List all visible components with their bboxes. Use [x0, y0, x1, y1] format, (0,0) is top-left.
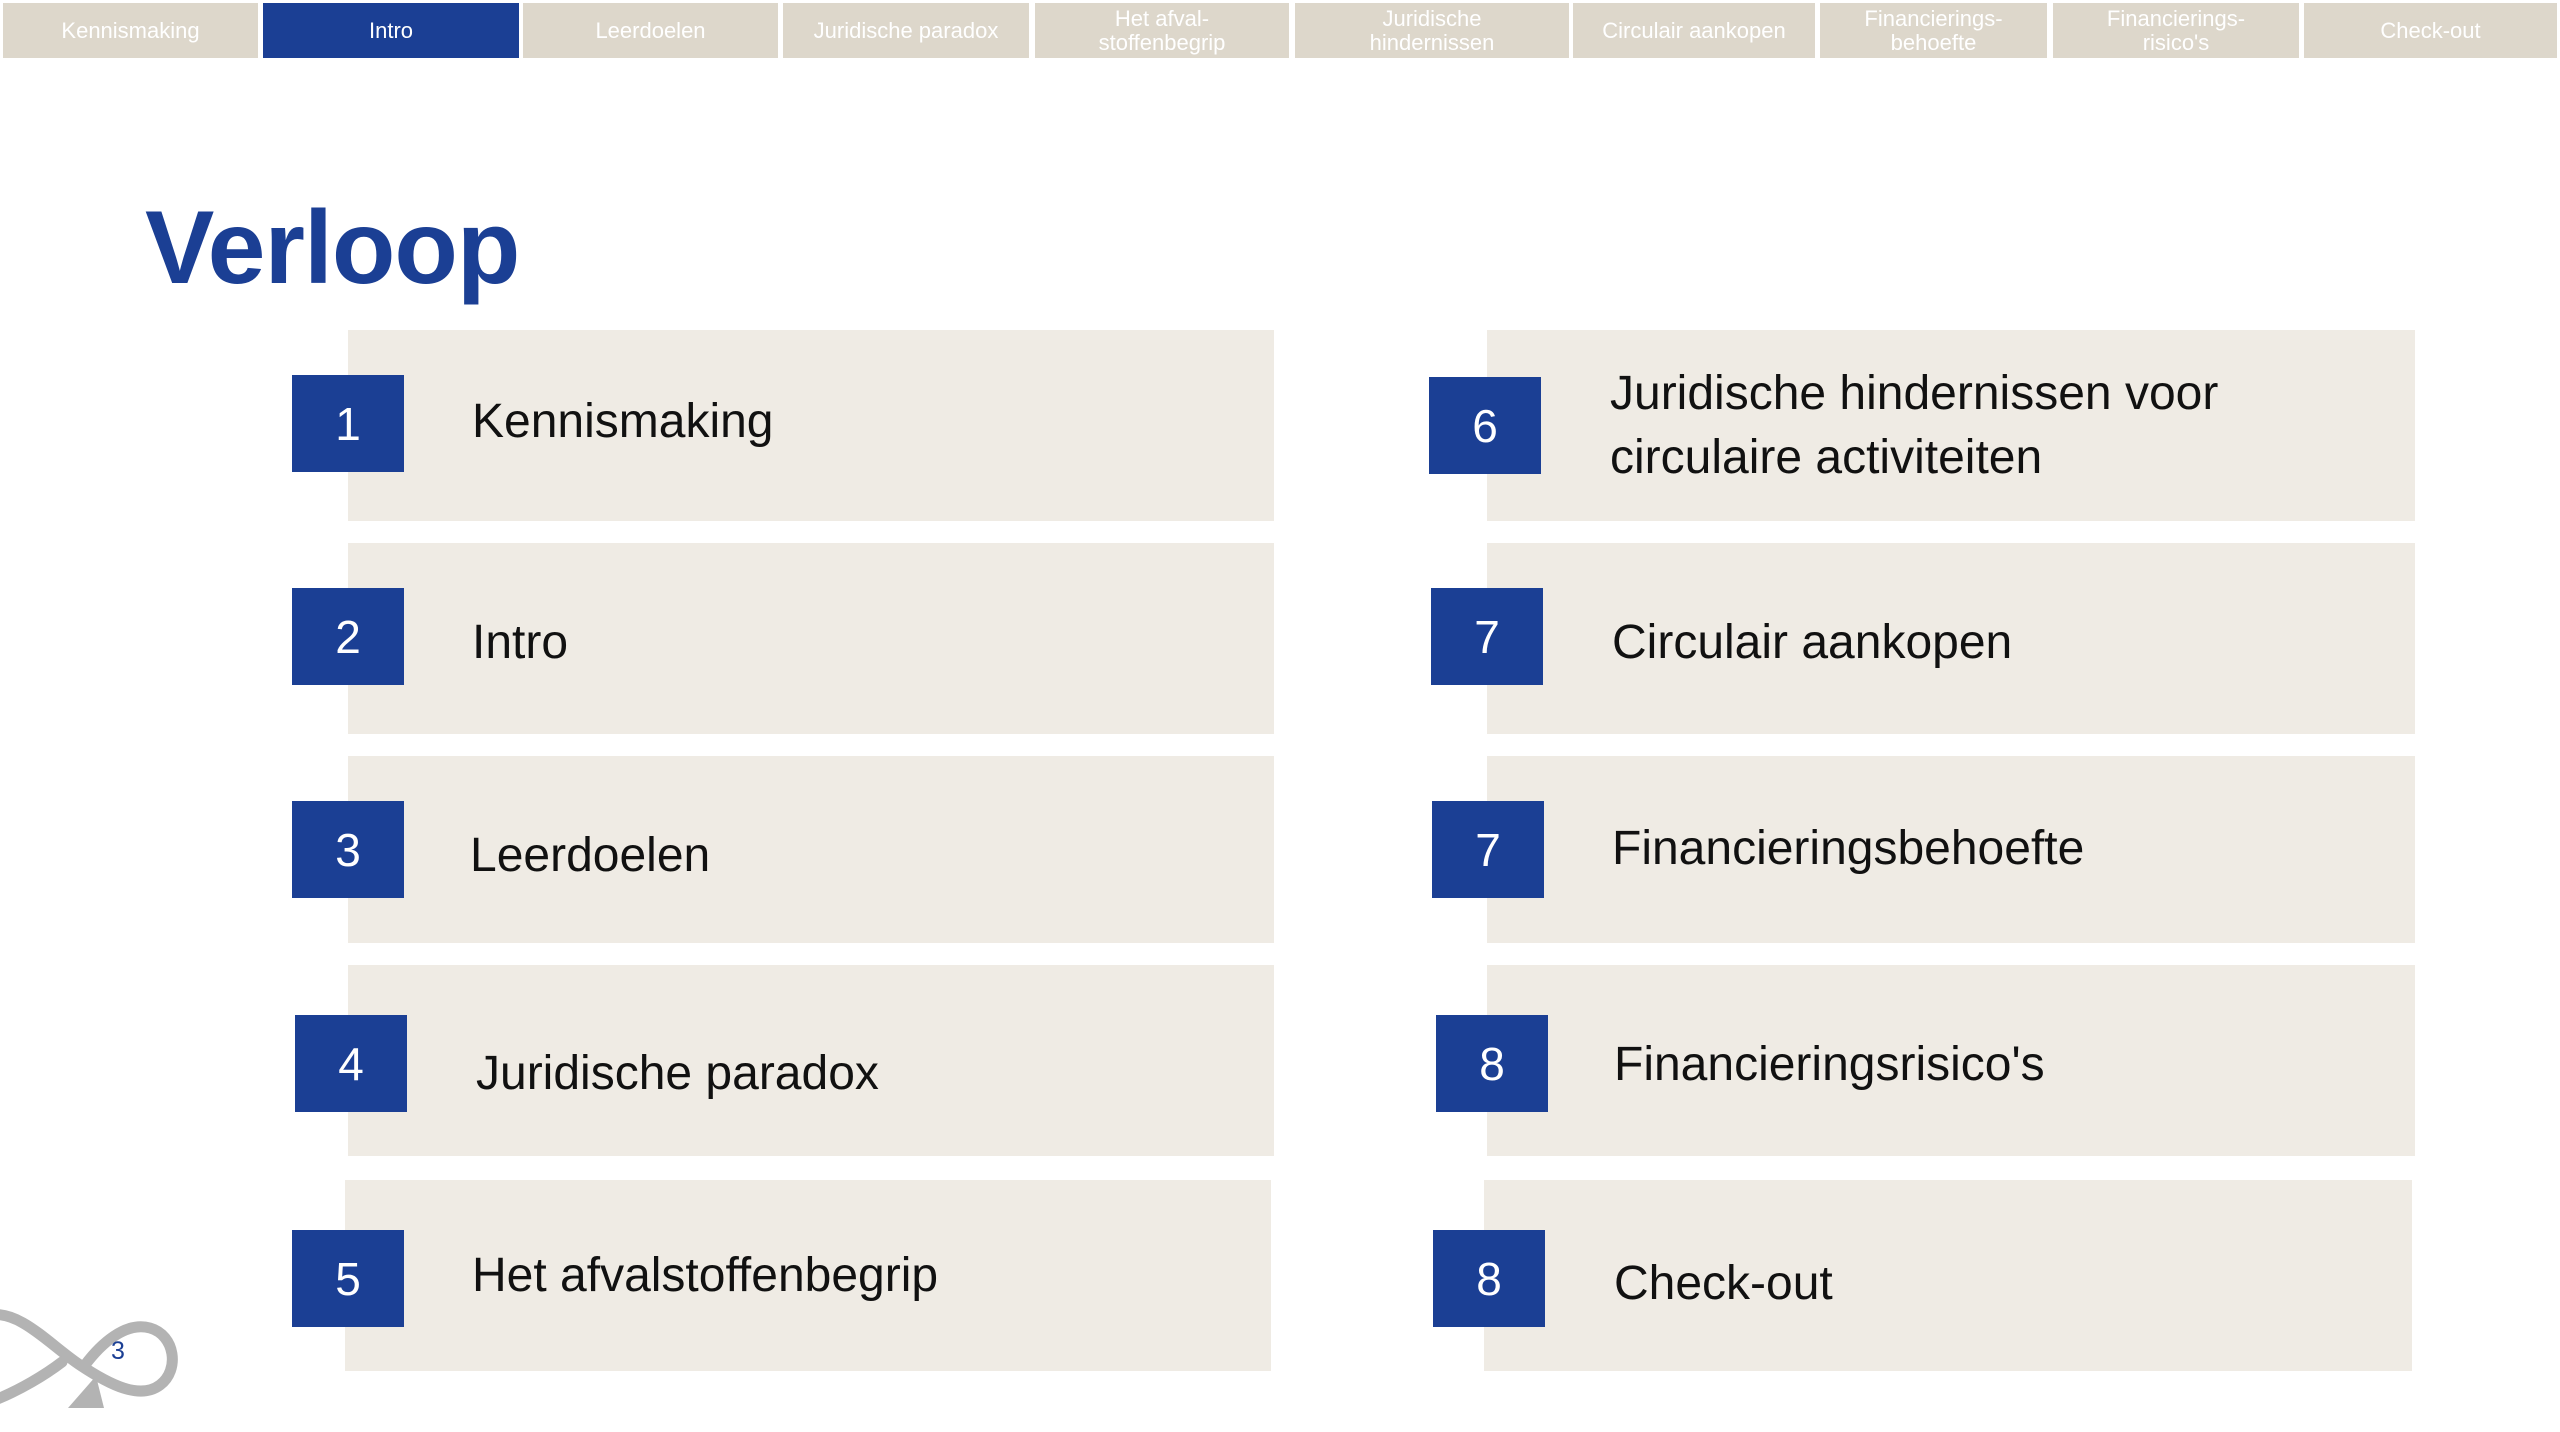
- tab-label: Check-out: [2380, 17, 2481, 43]
- page-title: Verloop: [145, 190, 520, 306]
- agenda-number-badge: 2: [292, 588, 404, 685]
- agenda-item-label: Financieringsbehoefte: [1612, 822, 2085, 875]
- tab-circulair-aankopen[interactable]: [1573, 3, 1815, 58]
- agenda-number-badge: 7: [1432, 801, 1544, 898]
- agenda-item-label: [1610, 362, 2218, 490]
- tab-financieringsrisicos[interactable]: [2053, 3, 2299, 58]
- page-number: 3: [111, 1337, 125, 1365]
- agenda-item-label: Het afvalstoffenbegrip: [472, 1249, 939, 1302]
- tab-label-line1: Financierings-: [1864, 5, 2003, 31]
- agenda-number-badge: 4: [295, 1015, 407, 1112]
- agenda-number-badge: 5: [292, 1230, 404, 1327]
- agenda-number-badge: 3: [292, 801, 404, 898]
- agenda-item-label-line1: Juridische hindernissen voor: [1610, 367, 2219, 420]
- agenda-number-badge: 6: [1429, 377, 1541, 474]
- agenda-number-badge: 8: [1433, 1230, 1545, 1327]
- agenda-number-badge: 8: [1436, 1015, 1548, 1112]
- tab-label-line2: hindernissen: [1369, 29, 1495, 55]
- tab-label-line2: risico's: [2142, 29, 2210, 55]
- tab-label: Intro: [368, 17, 414, 43]
- agenda-item-label: Juridische paradox: [476, 1047, 879, 1100]
- agenda-item-label: Circulair aankopen: [1612, 616, 2013, 669]
- tab-leerdoelen[interactable]: [523, 3, 778, 58]
- agenda-item-label: Check-out: [1614, 1257, 1833, 1310]
- tab-check-out[interactable]: [2304, 3, 2557, 58]
- agenda-item-label-line2: circulaire activiteiten: [1610, 431, 2043, 484]
- agenda-item-label: Leerdoelen: [470, 829, 711, 882]
- tab-label-line2: behoefte: [1890, 29, 1977, 55]
- agenda-number-badge: 1: [292, 375, 404, 472]
- tab-label-line1: Juridische: [1382, 5, 1482, 31]
- agenda-item-label: Intro: [472, 616, 569, 669]
- tab-label: Juridische paradox: [813, 17, 999, 43]
- agenda-number-badge: 7: [1431, 588, 1543, 685]
- tab-label-line2: stoffenbegrip: [1098, 29, 1226, 55]
- tab-intro[interactable]: [263, 3, 519, 58]
- tab-juridische-paradox[interactable]: [783, 3, 1029, 58]
- tab-label-line1: Het afval-: [1114, 5, 1210, 31]
- tab-label: Circulair aankopen: [1602, 17, 1786, 43]
- top-navigation: [0, 0, 2560, 61]
- tab-afvalstoffenbegrip[interactable]: [1035, 3, 1289, 58]
- agenda-item-label: Financieringsrisico's: [1614, 1038, 2045, 1091]
- tab-label: Kennismaking: [61, 17, 200, 43]
- tab-label-line1: Financierings-: [2106, 5, 2246, 31]
- infinity-arrow-logo-icon: [0, 1290, 180, 1420]
- tab-financieringsbehoefte[interactable]: [1820, 3, 2047, 58]
- tab-juridische-hindernissen[interactable]: [1295, 3, 1569, 58]
- tab-kennismaking[interactable]: [3, 3, 258, 58]
- tab-label: Leerdoelen: [595, 17, 706, 43]
- agenda-item-label: Kennismaking: [472, 395, 774, 448]
